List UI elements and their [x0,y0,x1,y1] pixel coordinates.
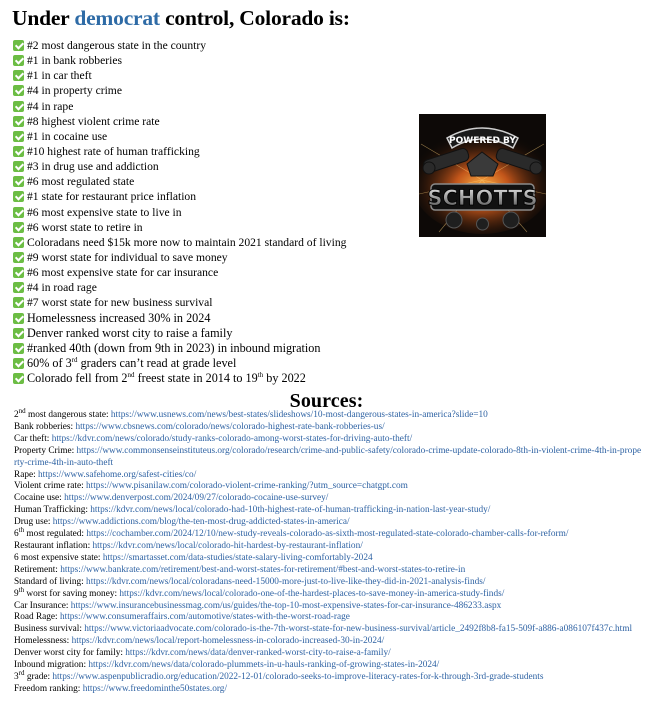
source-label: Car theft: [14,433,52,444]
check-mark-icon [13,267,24,278]
logo-top-text: POWERED BY [449,136,516,146]
check-mark-icon [13,191,24,202]
sources-heading: Sources: [289,390,364,412]
source-label: Bank robberies: [14,421,76,432]
check-mark-icon [13,70,24,81]
source-item [14,636,644,648]
check-mark-icon [13,101,24,112]
title-before: Under [12,6,75,30]
fact-item [13,38,413,53]
source-label: Drug use: [14,517,53,528]
source-link[interactable]: https://www.bankrate.com/retirement/best-and-worst-states-for-retirement/#best-and-worst-states-to-retire-in [60,564,466,575]
check-mark-icon [13,297,24,308]
fact-text: #7 worst state for new business survival [27,296,213,310]
source-link[interactable]: https://kdvr.com/news/data/colorado-plummets-in-u-hauls-ranking-of-growing-states-in-2024/ [88,660,440,671]
fact-text: #4 in rape [27,99,74,113]
fact-text: #8 highest violent crime rate [27,114,160,128]
fact-item [13,295,413,310]
sources-list [14,406,644,696]
source-item [14,493,644,505]
source-link[interactable]: https://www.freedominthe50states.org/ [82,683,228,694]
title-after: control, Colorado is: [159,6,350,30]
check-mark-icon [13,161,24,172]
source-link[interactable]: https://kdvr.com/news/local/colorado-hit-hardest-by-restaurant-inflation/ [92,540,363,551]
source-item [14,481,644,493]
schotts-logo [419,114,546,237]
source-link[interactable]: https://www.commonsenseinstituteus.org/colorado/research/crime-and-public-safety/colorado-crime-update-colorado-8th-in-violent-crime-4th-in-property-crime-4th-in-auto-theft [14,445,642,468]
source-item [14,624,644,636]
source-label: Freedom ranking: [14,683,83,694]
source-label: Violent crime rate: [14,481,86,492]
source-link[interactable]: https://www.usnews.com/news/best-states/slideshows/10-most-dangerous-states-in-america?slide=10 [110,410,488,420]
source-link[interactable]: https://smartasset.com/data-studies/state-salary-living-comfortably-2024 [102,552,373,563]
check-mark-icon [13,131,24,142]
check-mark-icon [13,343,24,354]
fact-text: #ranked 40th (down from 9th in 2023) in inbound migration [27,340,321,355]
source-link[interactable]: https://www.cbsnews.com/colorado/news/colorado-highest-rate-bank-robberies-us/ [75,421,385,432]
fact-item [13,159,413,174]
fact-text: #6 worst state to retire in [27,220,143,234]
fact-item [13,174,413,189]
source-item [14,565,644,577]
fact-item [13,280,413,295]
fact-text: #1 in cocaine use [27,129,108,143]
check-mark-icon [13,237,24,248]
fact-text: #6 most expensive state to live in [27,205,182,219]
fact-item [13,326,413,341]
source-link[interactable]: https://www.aspenpublicradio.org/education/2022-12-01/colorado-seeks-to-improve-literacy-rates-for-k-through-3rd-grade-students [52,671,544,682]
check-mark-icon [13,282,24,293]
fact-text: Homelessness increased 30% in 2024 [27,310,211,325]
source-label: Restaurant inflation: [14,540,93,551]
fact-item [13,53,413,68]
source-link[interactable]: https://www.safehome.org/safest-cities/co/ [38,469,197,480]
source-item [14,434,644,446]
source-label: Road Rage: [14,612,60,623]
check-mark-icon [13,176,24,187]
source-link[interactable]: https://www.addictions.com/blog/the-ten-most-drug-addicted-states-in-america/ [52,517,350,528]
check-mark-icon [13,207,24,218]
fact-text: #1 state for restaurant price inflation [27,190,197,204]
fact-text: #10 highest rate of human trafficking [27,145,200,159]
source-label: 3rd grade: [14,668,53,682]
fact-text: 60% of 3rd graders can’t read at grade level [27,355,237,371]
source-link[interactable]: https://kdvr.com/news/local/colorado-had-10th-highest-rate-of-human-trafficking-in-nation-last-year-study/ [90,505,491,516]
fact-item [13,83,413,98]
title-highlight: democrat [74,6,160,30]
source-link[interactable]: https://www.insurancebusinessmag.com/us/guides/the-top-10-most-expensive-states-for-car-insurance-486233.aspx [70,600,502,611]
fact-item [13,68,413,83]
source-item [14,601,644,613]
fact-item [13,220,413,235]
source-item [14,406,644,422]
fact-item [13,371,413,386]
fact-item [13,311,413,326]
fact-item [13,265,413,280]
source-label: Homelessness: [14,636,72,647]
source-item [14,612,644,624]
source-item [14,648,644,660]
source-label: Rape: [14,469,39,480]
check-mark-icon [13,252,24,263]
source-link[interactable]: https://cochamber.com/2024/12/10/new-study-reveals-colorado-as-sixth-most-regulated-state-colorado-chamber-calls-for-reform/ [86,529,569,540]
source-link[interactable]: https://www.consumeraffairs.com/automotive/states-with-the-worst-road-rage [59,612,350,623]
fact-text: Colorado fell from 2nd freest state in 2014 to 19th by 2022 [27,371,306,386]
check-mark-icon [13,40,24,51]
fact-text: Coloradans need $15k more now to maintain 2021 standard of living [27,235,347,249]
check-mark-icon [13,373,24,384]
source-label: Standard of living: [14,576,87,587]
fact-item [13,129,413,144]
fact-item [13,144,413,159]
fact-item [13,341,413,356]
source-item [14,684,644,696]
fact-item [13,356,413,371]
fact-text: #4 in property crime [27,84,122,98]
source-link[interactable]: https://kdvr.com/news/data/denver-ranked-worst-city-to-raise-a-family/ [125,648,391,659]
logo-main-text: SCHOTTS [427,186,538,210]
source-item [14,577,644,589]
source-item [14,505,644,517]
source-label: Business survival: [14,624,85,635]
check-mark-icon [13,222,24,233]
source-label: Property Crime: [14,445,77,456]
fact-item [13,250,413,265]
fact-text: #3 in drug use and addiction [27,160,159,174]
source-link[interactable]: https://kdvr.com/news/colorado/study-ranks-colorado-among-worst-states-for-driving-auto-theft/ [51,433,413,444]
fact-text: #1 in bank robberies [27,54,122,68]
source-item [14,422,644,434]
source-label: 6th most regulated: [14,525,87,540]
facts-list [13,38,413,386]
check-mark-icon [13,116,24,127]
source-link[interactable]: https://kdvr.com/news/local/coloradans-need-15000-more-just-to-live-like-they-did-in-2021-analysis-finds/ [86,576,486,587]
source-link[interactable]: https://www.victoriaadvocate.com/colorado-is-the-7th-worst-state-for-new-business-survival/article_2492f8b8-fa15-509f-a886-a086107f437c.html [84,624,633,635]
fact-item [13,114,413,129]
source-label: Human Trafficking: [14,505,91,516]
source-item [14,553,644,565]
source-item [14,517,644,529]
source-label: 2nd most dangerous state: [14,406,111,420]
check-mark-icon [13,146,24,157]
source-label: Retirement: [14,564,61,575]
fact-text: #6 most expensive state for car insurance [27,266,219,280]
source-label: 6 most expensive state: [14,552,103,563]
fact-item [13,235,413,250]
source-item [14,541,644,553]
source-label: Car Insurance: [14,600,71,611]
source-label: Cocaine use: [14,493,65,504]
fact-text: #1 in car theft [27,69,92,83]
check-mark-icon [13,313,24,324]
source-label: Denver worst city for family: [14,648,126,659]
source-item [14,668,644,684]
fact-item [13,189,413,204]
check-mark-icon [13,358,24,369]
source-link[interactable]: https://kdvr.com/news/local/report-homelessness-in-colorado-increased-30-in-2024/ [71,636,385,647]
source-link[interactable]: https://www.denverpost.com/2024/09/27/colorado-cocaine-use-survey/ [64,493,329,504]
source-label: Inbound migration: [14,660,89,671]
fact-text: Denver ranked worst city to raise a family [27,325,233,340]
check-mark-icon [13,55,24,66]
source-item [14,585,644,601]
fact-text: #9 worst state for individual to save money [27,251,228,265]
page-title [12,6,350,31]
source-link[interactable]: https://kdvr.com/news/local/colorado-one-of-the-hardest-places-to-save-money-in-america-study-finds/ [119,588,505,599]
fact-item [13,99,413,114]
source-item [14,525,644,541]
fact-text: #4 in road rage [27,281,97,295]
check-mark-icon [13,85,24,96]
source-link[interactable]: https://www.pisanilaw.com/colorado-violent-crime-ranking/?utm_source=chatgpt.com [85,481,408,492]
source-item [14,470,644,482]
check-mark-icon [13,328,24,339]
fact-text: #2 most dangerous state in the country [27,39,207,53]
fact-item [13,205,413,220]
schotts-logo-graphic [419,114,546,237]
source-item [14,446,644,470]
source-label: 9th worst for saving money: [14,585,120,599]
fact-text: #6 most regulated state [27,175,135,189]
source-item [14,660,644,672]
